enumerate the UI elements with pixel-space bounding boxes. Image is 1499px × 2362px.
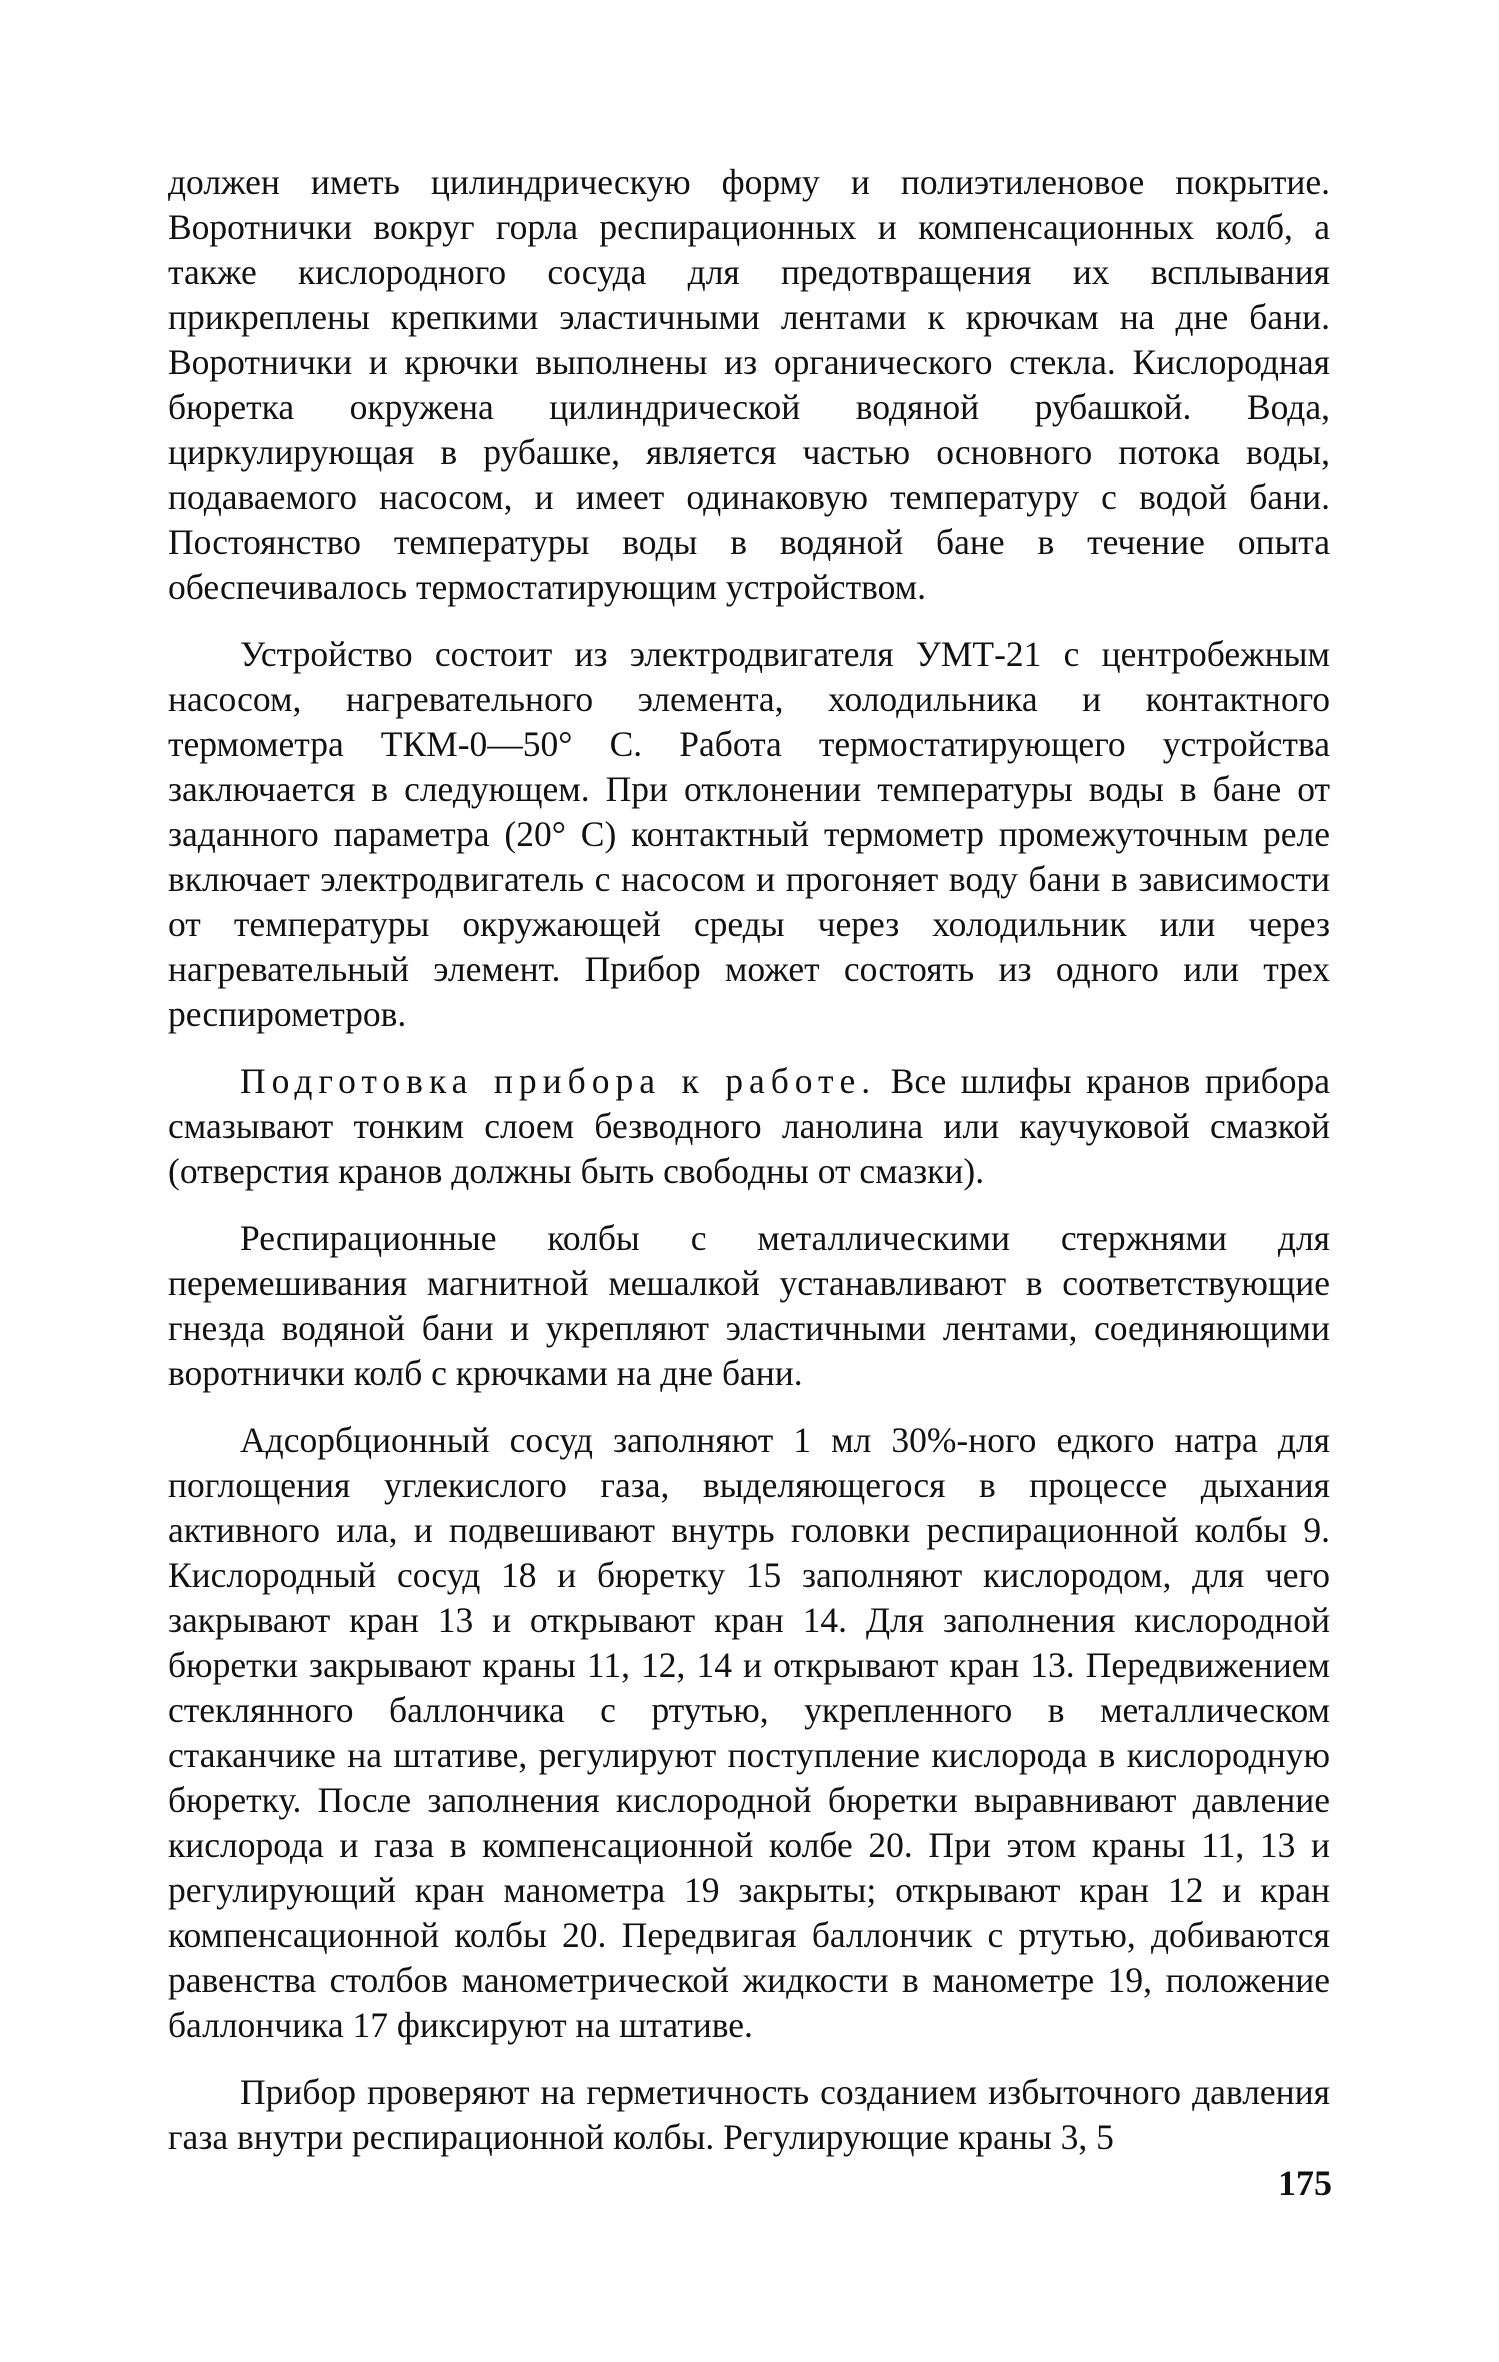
paragraph-5: Адсорбционный сосуд заполняют 1 мл 30%-ного едкого натра для поглощения углекислого газа, выделяющегося в процессе дыхания активного ила, и подвешивают внутрь головки респирационной колбы 9. Кислородный сосуд 18 и бюретку 15 заполняют кислородом, для чего закрывают кран 13 и открывают кран 14. Для заполнения кислородной бюретки закрывают краны 11, 12, 14 и открывают кран 13. Передвижением стеклянного баллончика с ртутью, укрепленного в металлическом стаканчике на штативе, регулируют поступление кислорода в кислородную бюретку. После заполнения кислородной бюретки выравнивают давление кислорода и газа в компенсационной колбе 20. При этом краны 11, 13 и регулирующий кран манометра 19 закрыты; открывают кран 12 и кран компенсационной колбы 20. Передвигая баллончик с ртутью, добиваются равенства столбов манометрической жидкости в манометре 19, положение баллончика 17 фиксируют на штативе. (168, 1420, 1330, 2045)
paragraph-1: должен иметь цилиндрическую форму и полиэтиленовое покрытие. Воротнички вокруг горла респирационных и компенсационных колб, а также кислородного сосуда для предотвращения их всплывания прикреплены крепкими эластичными лентами к крючкам на дне бани. Воротнички и крючки выполнены из органического стекла. Кислородная бюретка окружена цилиндрической водяной рубашкой. Вода, циркулирующая в рубашке, является частью основного потока воды, подаваемого насосом, и имеет одинаковую температуру с водой бани. Постоянство температуры воды в водяной бане в течение опыта обеспечивалось термостатирующим устройством. (168, 162, 1330, 607)
paragraph-3 (168, 1059, 1330, 1194)
paragraph-2: Устройство состоит из электродвигателя УМТ-21 с центробежным насосом, нагревательного элемента, холодильника и контактного термометра ТКМ-0—50° С. Работа термостатирующего устройства заключается в следующем. При отклонении температуры воды в бане от заданного параметра (20° С) контактный термометр промежуточным реле включает электродвигатель с насосом и прогоняет воду бани в зависимости от температуры окружающей среды через холодильник или через нагревательный элемент. Прибор может состоять из одного или трех респирометров. (168, 634, 1330, 1034)
paragraph-3-text: Все шлифы кранов прибора смазывают тонким слоем безводного ланолина или каучуковой смазкой (отверстия кранов должны быть свободны от смазки). (168, 1061, 1330, 1191)
page-body (168, 160, 1330, 2182)
paragraph-4: Респирационные колбы с металлическими стержнями для перемешивания магнитной мешалкой устанавливают в соответствующие гнезда водяной бани и укрепляют эластичными лентами, соединяющими воротнички колб с крючками на дне бани. (168, 1218, 1330, 1393)
paragraph-6: Прибор проверяют на герметичность созданием избыточного давления газа внутри респирационной колбы. Регулирующие краны 3, 5 (168, 2072, 1330, 2157)
section-heading: Подготовка прибора к работе. (240, 1061, 877, 1101)
page-number: 175 (1278, 2163, 1332, 2203)
